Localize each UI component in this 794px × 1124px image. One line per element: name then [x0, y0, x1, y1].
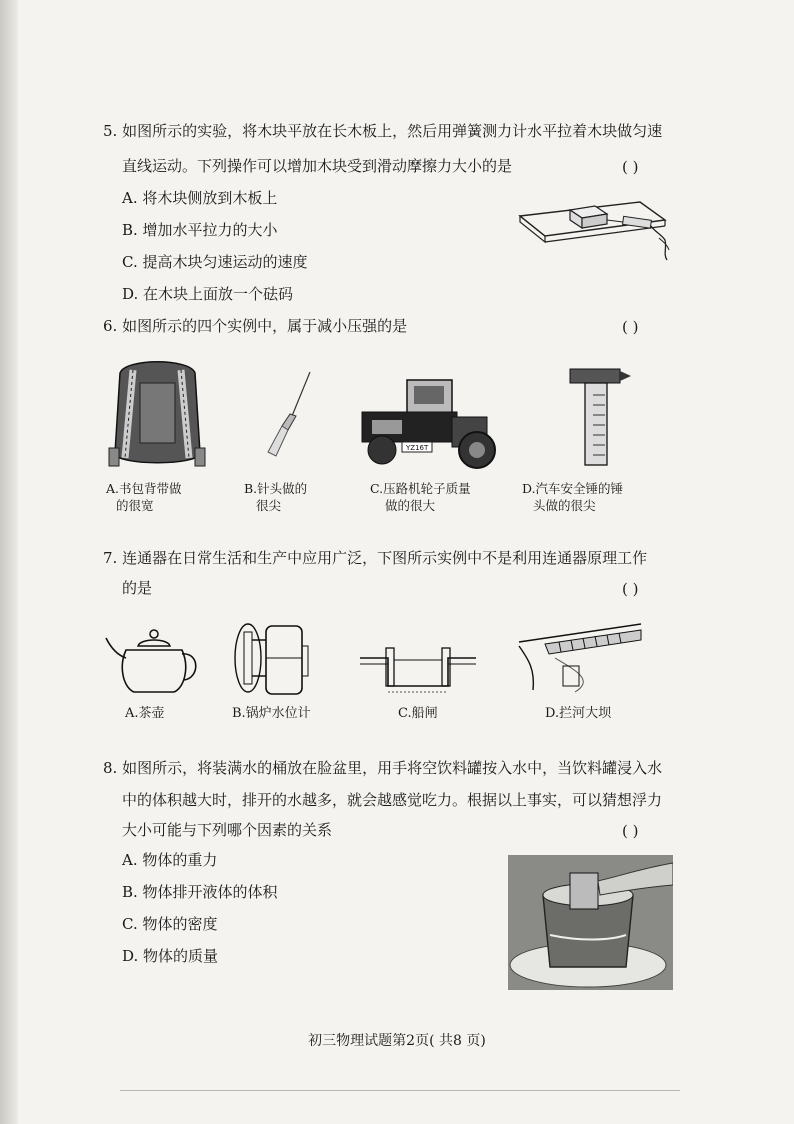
q7-stem-line-1: 7. 连通器在日常生活和生产中应用广泛，下图所示实例中不是利用连通器原理工作	[103, 549, 648, 567]
q6-caption-a-line-2: 的很宽	[116, 498, 154, 513]
q8-option-b: B. 物体排开液体的体积	[122, 883, 278, 901]
q7-answer-blank: ( )	[622, 580, 639, 598]
road-roller-figure	[352, 372, 502, 472]
q8-option-d: D. 物体的质量	[122, 947, 219, 965]
q5-board-block-figure	[515, 188, 675, 278]
scan-shadow	[0, 0, 18, 1124]
q8-stem-line-2: 中的体积越大时，排开的水越多，就会越感觉吃力。根据以上事实，可以猜想浮力	[122, 791, 663, 809]
page-footer: 初三物理试题第2页( 共8 页)	[308, 1033, 486, 1049]
q5-option-a: A. 将木块侧放到木板上	[122, 189, 278, 207]
teapot-figure	[104, 628, 204, 698]
q7-stem-line-2: 的是	[122, 579, 153, 597]
dam-figure	[515, 620, 645, 695]
safety-hammer-figure	[565, 365, 635, 470]
bottom-divider	[120, 1090, 680, 1091]
backpack-figure	[105, 358, 210, 473]
q6-caption-c-line-1: C.压路机轮子质量	[370, 481, 471, 496]
q6-stem: 6. 如图所示的四个实例中，属于减小压强的是	[103, 317, 408, 335]
q5-stem-line-1: 5. 如图所示的实验，将木块平放在长木板上，然后用弹簧测力计水平拉着木块做匀速	[103, 122, 663, 140]
q5-answer-blank: ( )	[622, 158, 639, 176]
q6-caption-b-line-1: B.针头做的	[244, 481, 308, 496]
q7-caption-d: D.拦河大坝	[545, 706, 612, 721]
q8-answer-blank: ( )	[622, 822, 639, 840]
q6-caption-d-line-1: D.汽车安全锤的锤	[522, 481, 624, 496]
q6-caption-b-line-2: 很尖	[256, 498, 282, 513]
q8-option-c: C. 物体的密度	[122, 915, 218, 933]
bucket-photo-figure	[508, 855, 673, 990]
q6-caption-d-line-2: 头做的很尖	[533, 498, 596, 513]
q6-answer-blank: ( )	[622, 318, 639, 336]
needle-figure	[262, 368, 322, 463]
q7-caption-c: C.船闸	[398, 706, 438, 721]
boiler-gauge-figure	[232, 618, 312, 698]
q8-stem-line-1: 8. 如图所示，将装满水的桶放在脸盆里，用手将空饮料罐按入水中，当饮料罐浸入水	[103, 759, 663, 777]
q5-option-b: B. 增加水平拉力的大小	[122, 221, 278, 239]
q8-option-a: A. 物体的重力	[122, 851, 218, 869]
q8-stem-line-3: 大小可能与下列哪个因素的关系	[122, 821, 333, 839]
q6-caption-a-line-1: A.书包背带做	[106, 481, 182, 496]
q5-stem-line-2: 直线运动。下列操作可以增加木块受到滑动摩擦力大小的是	[122, 157, 513, 175]
ship-lock-figure	[358, 640, 478, 695]
q7-caption-a: A.茶壶	[125, 706, 165, 721]
roller-label: YZ16T	[406, 444, 429, 452]
q5-option-d: D. 在木块上面放一个砝码	[122, 285, 294, 303]
q6-caption-c-line-2: 做的很大	[385, 498, 436, 513]
q5-option-c: C. 提高木块匀速运动的速度	[122, 253, 308, 271]
q7-caption-b: B.锅炉水位计	[232, 706, 311, 721]
